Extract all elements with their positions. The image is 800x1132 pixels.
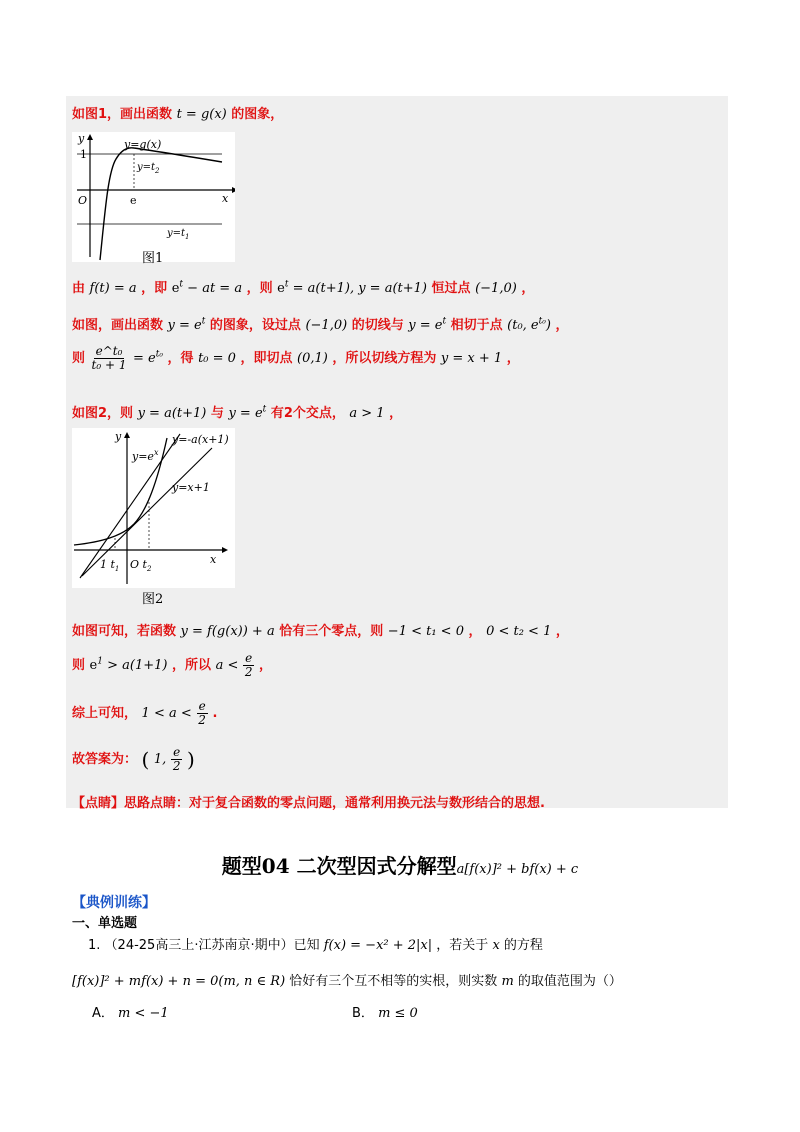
question-number: 1. [88, 938, 101, 953]
text: ， [555, 318, 569, 333]
text: ， [259, 658, 273, 673]
text: 故答案为： [72, 752, 138, 767]
figure-2-caption: 图2 [142, 592, 164, 607]
text: ，得 [167, 351, 194, 366]
option-b-text: m ≤ 0 [378, 1006, 418, 1021]
example-heading: 【典例训练】 [72, 895, 156, 911]
one-label: 1 [80, 148, 87, 161]
math: y = x + 1 [440, 351, 503, 366]
math [172, 281, 242, 296]
text: 则 [72, 351, 86, 366]
figure-1 [72, 132, 235, 262]
solution-line-3 [72, 314, 568, 333]
text: 如图，画出函数 [72, 318, 164, 333]
math-part: = e [133, 351, 156, 366]
math: (−1,0) [305, 318, 348, 333]
fraction [171, 746, 183, 773]
text: 恒过点 [431, 281, 471, 296]
bottom-label-a: 1 $t_1$ [100, 558, 120, 573]
solution-line-8 [72, 700, 217, 727]
math: x [492, 938, 500, 953]
option-a-label: A． [92, 1006, 114, 1021]
section-title [0, 850, 800, 879]
t1-label: $y=t_1$ [167, 228, 190, 241]
bottom-label-b: O $t_2$ [130, 558, 152, 573]
text: ， [468, 624, 482, 639]
solution-note: 【点睛】思路点睛：对于复合函数的零点问题，通常利用换元法与数形结合的思想. [72, 796, 545, 811]
math: a > 1 [349, 406, 385, 421]
math-sup: t₀ [538, 316, 546, 327]
text: ， [521, 281, 535, 296]
math-part: = a(t+1), y = a(t+1) [288, 281, 427, 296]
math: t = g(x) [176, 107, 227, 122]
option-a[interactable] [92, 1002, 169, 1021]
math-sup: t [262, 404, 267, 415]
solution-line-4 [72, 345, 520, 372]
math-sup: t [284, 279, 289, 290]
math-part: e [277, 281, 285, 296]
text: 的取值范围为（） [517, 974, 622, 989]
math-part: e [171, 281, 180, 296]
numerator: e [173, 745, 181, 759]
text: 有2个交点， [270, 406, 345, 421]
text: ，即 [141, 281, 168, 296]
text: ，所以 [172, 658, 212, 673]
fraction [90, 345, 129, 372]
math: 1, [153, 752, 167, 767]
solution-line-7 [72, 652, 272, 679]
math [90, 281, 137, 296]
math: (0,1) [297, 351, 328, 366]
y-axis-arrow [124, 432, 130, 438]
math-part: y = e [408, 318, 443, 333]
text: ，则 [246, 281, 273, 296]
numerator: e [198, 699, 206, 713]
solution-line-9 [72, 746, 195, 773]
denominator: 2 [244, 665, 253, 679]
text: 相切于点 [450, 318, 503, 333]
option-b-label: B． [352, 1006, 374, 1021]
math-sup: t [201, 316, 206, 327]
figure-1-caption: 图1 [142, 251, 164, 266]
math [507, 318, 551, 333]
math: y = a(t+1) [137, 406, 207, 421]
x-label: x [210, 553, 217, 566]
math [168, 318, 206, 333]
solution-line-1 [72, 103, 283, 122]
text: 恰好有三个互不相等的实根，则实数 [289, 974, 498, 989]
title-formula: a[f(x)]² + bf(x) + c [456, 862, 579, 877]
math: (−1,0) [475, 281, 517, 296]
text: ，若关于 [436, 938, 489, 953]
math-part: ) [545, 318, 551, 333]
text: ， [506, 351, 520, 366]
figure-2 [72, 428, 235, 588]
denominator: 2 [198, 713, 206, 727]
exp-label: $y=e^x$ [132, 448, 159, 463]
solution-line-2 [72, 277, 534, 296]
title-text: 题型04 二次型因式分解型 [221, 854, 457, 878]
y-label: y [115, 430, 122, 443]
math [90, 658, 168, 673]
math-sup: t₀ [155, 349, 163, 360]
math: t₀ = 0 [198, 351, 236, 366]
math: [f(x)]² + mf(x) + n = 0(m, n ∈ R) [72, 974, 286, 989]
math: m [501, 974, 514, 989]
e-label: e [130, 194, 137, 207]
text: ， [555, 624, 569, 639]
option-a-text: m < −1 [118, 1006, 169, 1021]
text: ， [389, 406, 403, 421]
math-part: (t₀, e [507, 318, 539, 333]
paren-open: ( [141, 747, 150, 772]
x-axis-arrow [232, 187, 235, 193]
text: ，所以切线方程为 [332, 351, 437, 366]
figure-1-graph [72, 132, 235, 262]
math: a < [215, 658, 239, 673]
text: 如图可知，若函数 [72, 624, 177, 639]
text: 由 [72, 281, 86, 296]
math [228, 406, 266, 421]
text: 则 [72, 658, 86, 673]
math-sup: t [179, 279, 184, 290]
denominator: t₀ + 1 [91, 358, 127, 372]
question-line-1 [88, 934, 543, 953]
x-label: x [222, 192, 229, 205]
math [277, 281, 427, 296]
math-part: y = e [228, 406, 263, 421]
y-axis-arrow [87, 134, 93, 140]
text: 综上可知， [72, 706, 138, 721]
fraction [243, 652, 255, 679]
figure-2-graph [72, 428, 235, 588]
line-1-label: y=x+1 [172, 481, 210, 494]
text: . [212, 706, 218, 721]
math-part: f(t) = a [89, 281, 137, 296]
math-sup: 1 [97, 656, 103, 667]
text: 的图象，设过点 [209, 318, 301, 333]
line-a-label: y=-a(x+1) [172, 433, 229, 446]
curve-g [100, 148, 222, 260]
sub-heading: 一、单选题 [72, 916, 138, 931]
math: 1 < a < [141, 706, 192, 721]
text: 如图2，则 [72, 406, 134, 421]
math: −1 < t₁ < 0 [387, 624, 464, 639]
line-a [80, 434, 180, 578]
line-tangent [82, 448, 212, 576]
math: 0 < t₂ < 1 [486, 624, 552, 639]
origin-label: O [78, 194, 88, 207]
text: 的方程 [503, 938, 543, 953]
text: 与 [210, 406, 224, 421]
solution-line-6 [72, 620, 569, 639]
math-sup: t [442, 316, 447, 327]
x-axis-arrow [222, 547, 228, 553]
curve-label: y=g(x) [124, 138, 162, 151]
math: y = f(g(x)) + a [180, 624, 275, 639]
option-b[interactable] [352, 1002, 418, 1021]
numerator: e^t₀ [95, 344, 123, 358]
math-part: − at = a [183, 281, 243, 296]
paren-close: ) [187, 747, 195, 772]
math-part: > a(1+1) [102, 658, 168, 673]
t2-label: $y=t_2$ [137, 162, 160, 175]
text: 恰有三个零点，则 [279, 624, 384, 639]
fraction [196, 700, 208, 727]
text: 的图象， [231, 107, 284, 122]
y-label: y [78, 132, 85, 145]
math-part: y = e [167, 318, 202, 333]
solution-line-5 [72, 402, 402, 421]
text: 如图1，画出函数 [72, 107, 173, 122]
numerator: e [245, 651, 253, 665]
math-part: e [89, 658, 98, 673]
text: （24-25高三上·江苏南京·期中）已知 [104, 938, 320, 953]
math [133, 351, 163, 366]
math: f(x) = −x² + 2|x| [323, 938, 433, 953]
text: 的切线与 [351, 318, 404, 333]
denominator: 2 [172, 759, 181, 773]
question-line-2 [72, 970, 622, 989]
math [408, 318, 446, 333]
text: ，即切点 [240, 351, 293, 366]
